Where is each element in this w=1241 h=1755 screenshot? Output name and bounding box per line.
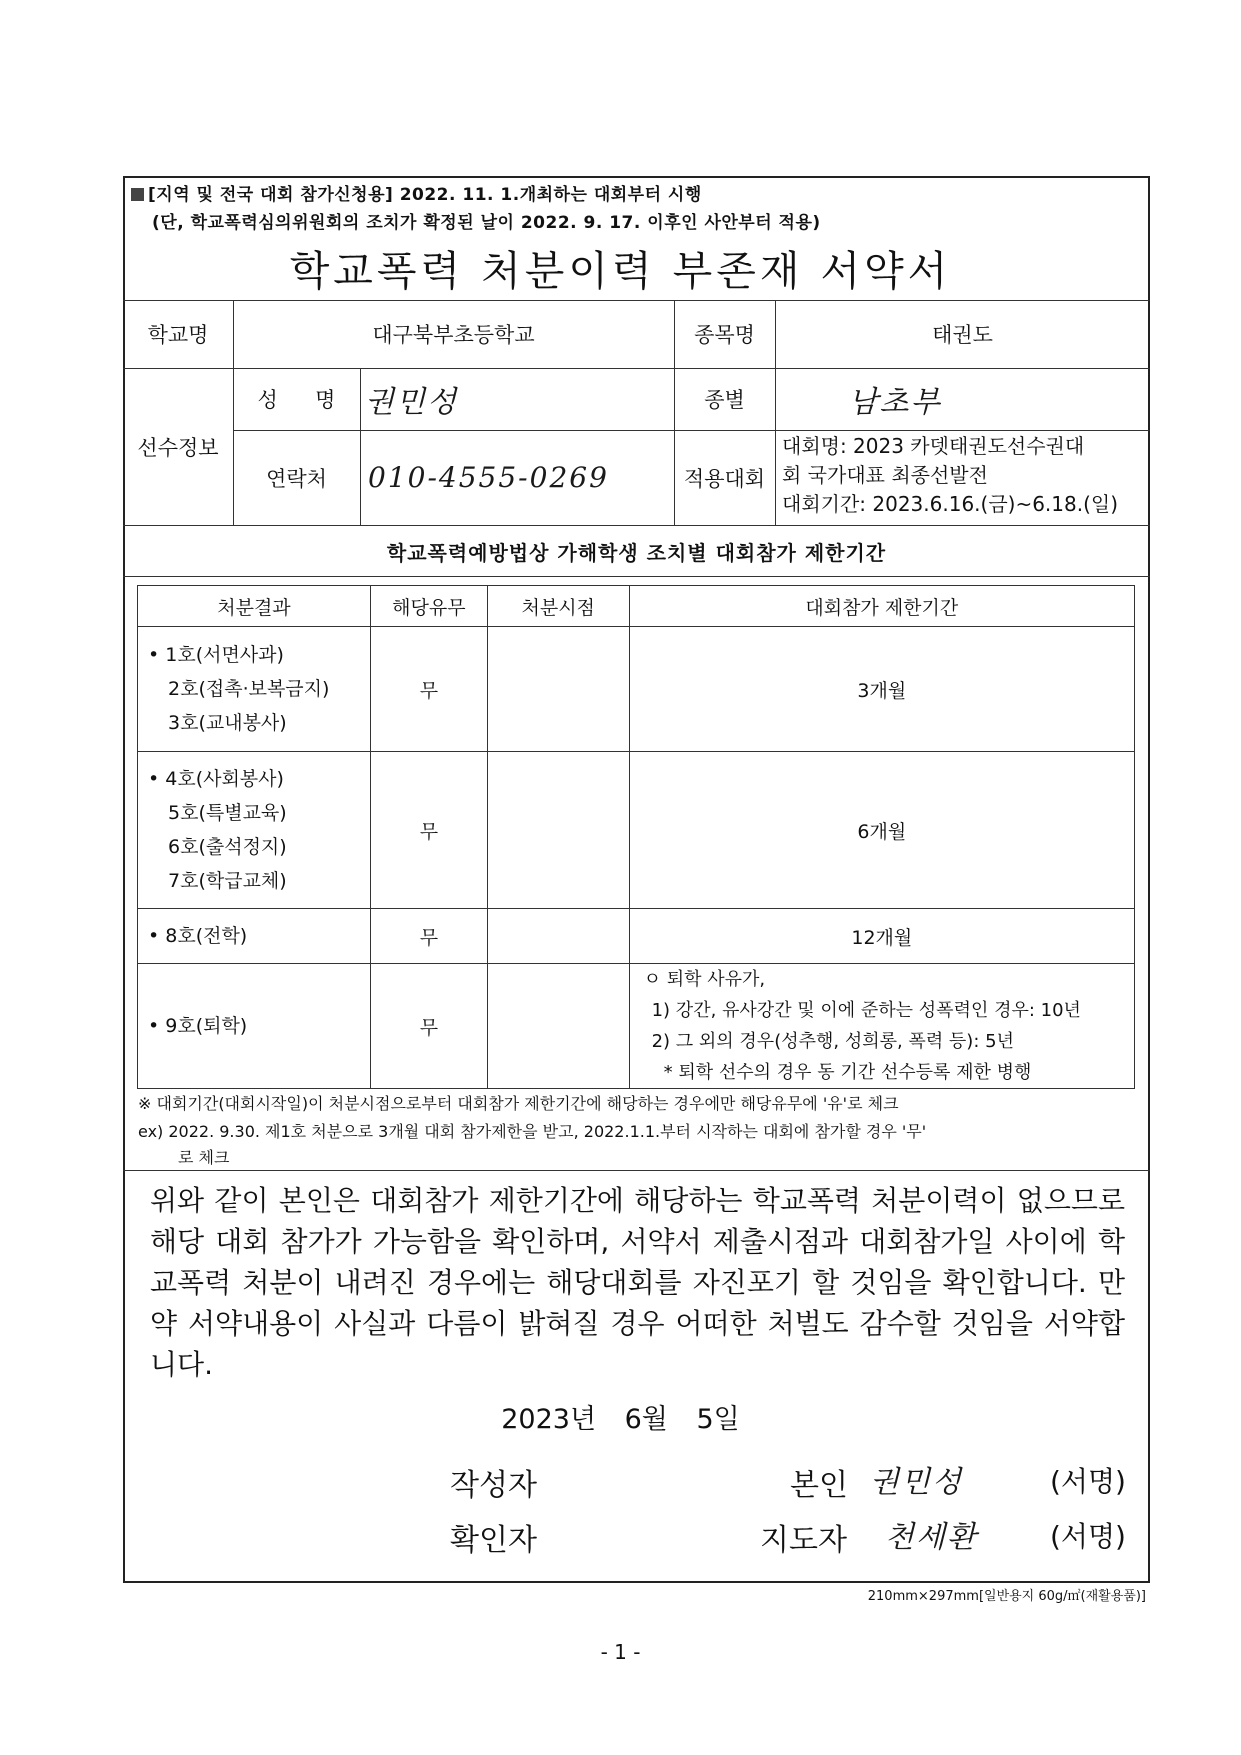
time-cell[interactable] [487, 964, 629, 1089]
paper-spec: 210mm×297mm[일반용지 60g/㎡(재활용품)] [867, 1589, 1146, 1604]
event-line-1: 대회명: 2023 카뎃태권도선수권대 [782, 434, 1085, 458]
divider [360, 368, 361, 525]
sanctions-table [137, 585, 1135, 1089]
sanction-type: • 9호(퇴학) [148, 1015, 248, 1037]
column-header: 해당유무 [370, 586, 487, 627]
name-label: 성 명 [257, 388, 336, 412]
header-line-1-text: [지역 및 전국 대회 참가신청용] 2022. 11. 1.개최하는 대회부터 시행 [148, 185, 702, 205]
writer-label: 작성자 [450, 1468, 537, 1503]
sanction-types [138, 752, 371, 909]
time-cell[interactable] [487, 909, 629, 964]
confirm-role: 지도자 [760, 1523, 847, 1558]
table-row [138, 909, 1135, 964]
player-info-label: 선수정보 [137, 435, 219, 460]
sanction-type: 7호(학급교체) [168, 870, 287, 892]
note-2: ex) 2022. 9.30. 제1호 처분으로 3개월 대회 참가제한을 받고, 2022.1.1.부터 시작하는 대회에 참가할 경우 '무' [138, 1122, 927, 1141]
limit-line: 1) 강간, 유사강간 및 이에 준하는 성폭력인 경우: 10년 [651, 1000, 1081, 1021]
sport-label: 종목명 [694, 323, 755, 347]
divider [123, 1170, 1150, 1171]
square-bullet-icon [131, 188, 144, 201]
applicable-cell[interactable]: 무 [370, 964, 487, 1089]
table-row [138, 752, 1135, 909]
event-line-3: 대회기간: 2023.6.16.(금)~6.18.(일) [782, 492, 1119, 516]
school-label: 학교명 [147, 323, 209, 347]
category-value: 남초부 [848, 385, 942, 420]
writer-role: 본인 [790, 1468, 848, 1503]
contact-value: 010-4555-0269 [368, 461, 609, 494]
sanction-types [138, 909, 371, 964]
limit-cell: 6개월 [629, 752, 1134, 909]
sanction-types [138, 627, 371, 752]
applicable-cell[interactable]: 무 [370, 752, 487, 909]
column-header: 대회참가 제한기간 [629, 586, 1134, 627]
time-cell[interactable] [487, 752, 629, 909]
contact-label: 연락처 [266, 466, 327, 491]
limit-cell: 12개월 [629, 909, 1134, 964]
header-line-1 [131, 180, 702, 205]
sanction-types [138, 964, 371, 1089]
note-3: 로 체크 [178, 1148, 230, 1167]
limit-cell: 3개월 [629, 627, 1134, 752]
event-line-2: 회 국가대표 최종선발전 [782, 463, 988, 487]
sanction-type: • 1호(서면사과) [148, 644, 284, 666]
note-1: ※ 대회기간(대회시작일)이 처분시점으로부터 대회참가 제한기간에 해당하는 경우에만 해당유무에 '유'로 체크 [138, 1094, 899, 1113]
category-label: 종별 [704, 388, 745, 412]
page-title: 학교폭력 처분이력 부존재 서약서 [289, 247, 952, 295]
writer-sign[interactable]: (서명) [1050, 1465, 1126, 1498]
sanction-type: 2호(접촉·보복금지) [168, 678, 330, 700]
confirm-sign[interactable]: (서명) [1050, 1520, 1126, 1553]
limit-line: * 퇴학 선수의 경우 동 기간 선수등록 제한 병행 [663, 1062, 1032, 1083]
table-row [138, 964, 1135, 1089]
confirm-name: 천세환 [885, 1520, 978, 1555]
name-value: 권민성 [365, 385, 458, 420]
limit-line: ㅇ 퇴학 사유가, [643, 969, 766, 990]
applicable-cell[interactable]: 무 [370, 909, 487, 964]
limit-line: 2) 그 외의 경우(성추행, 성희롱, 폭력 등): 5년 [651, 1031, 1014, 1052]
column-header: 처분결과 [138, 586, 371, 627]
sanction-type: • 4호(사회봉사) [148, 768, 284, 790]
sport-value: 태권도 [932, 323, 993, 347]
date: 2023년 6월 5일 [501, 1404, 740, 1435]
event-label: 적용대회 [683, 466, 766, 491]
table-row [138, 627, 1135, 752]
school-value: 대구북부초등학교 [372, 323, 535, 347]
page-number: - 1 - [600, 1640, 641, 1664]
column-header: 처분시점 [487, 586, 629, 627]
sanction-type: 3호(교내봉사) [168, 712, 287, 734]
header-line-2: (단, 학교폭력심의위원회의 조치가 확정된 날이 2022. 9. 17. 이후인 사안부터 적용) [152, 213, 821, 233]
event-info [782, 432, 1148, 519]
time-cell[interactable] [487, 627, 629, 752]
limit-cell [629, 964, 1134, 1089]
table-header-row [138, 586, 1135, 627]
sanction-type: 5호(특별교육) [168, 802, 287, 824]
sanction-type: • 8호(전학) [148, 925, 248, 947]
section-title: 학교폭력예방법상 가해학생 조치별 대회참가 제한기간 [386, 540, 887, 565]
writer-name: 권민성 [870, 1465, 963, 1500]
applicable-cell[interactable]: 무 [370, 627, 487, 752]
pledge-text: 위와 같이 본인은 대회참가 제한기간에 해당하는 학교폭력 처분이력이 없으므로 해당 대회 참가가 가능함을 확인하며, 서약서 제출시점과 대회참가일 사이에 학교폭력 처분이 내려진 경우에는 해당대회를 자진포기 할 것임을 확인합니다. 만약 서약내용이 사실과 다름이 밝혀질 경우 어떠한 처벌도 감수할 것임을 서약합니다. [150, 1184, 1125, 1381]
sanction-type: 6호(출석정지) [168, 836, 287, 858]
confirm-label: 확인자 [450, 1523, 537, 1558]
divider [123, 576, 1150, 577]
